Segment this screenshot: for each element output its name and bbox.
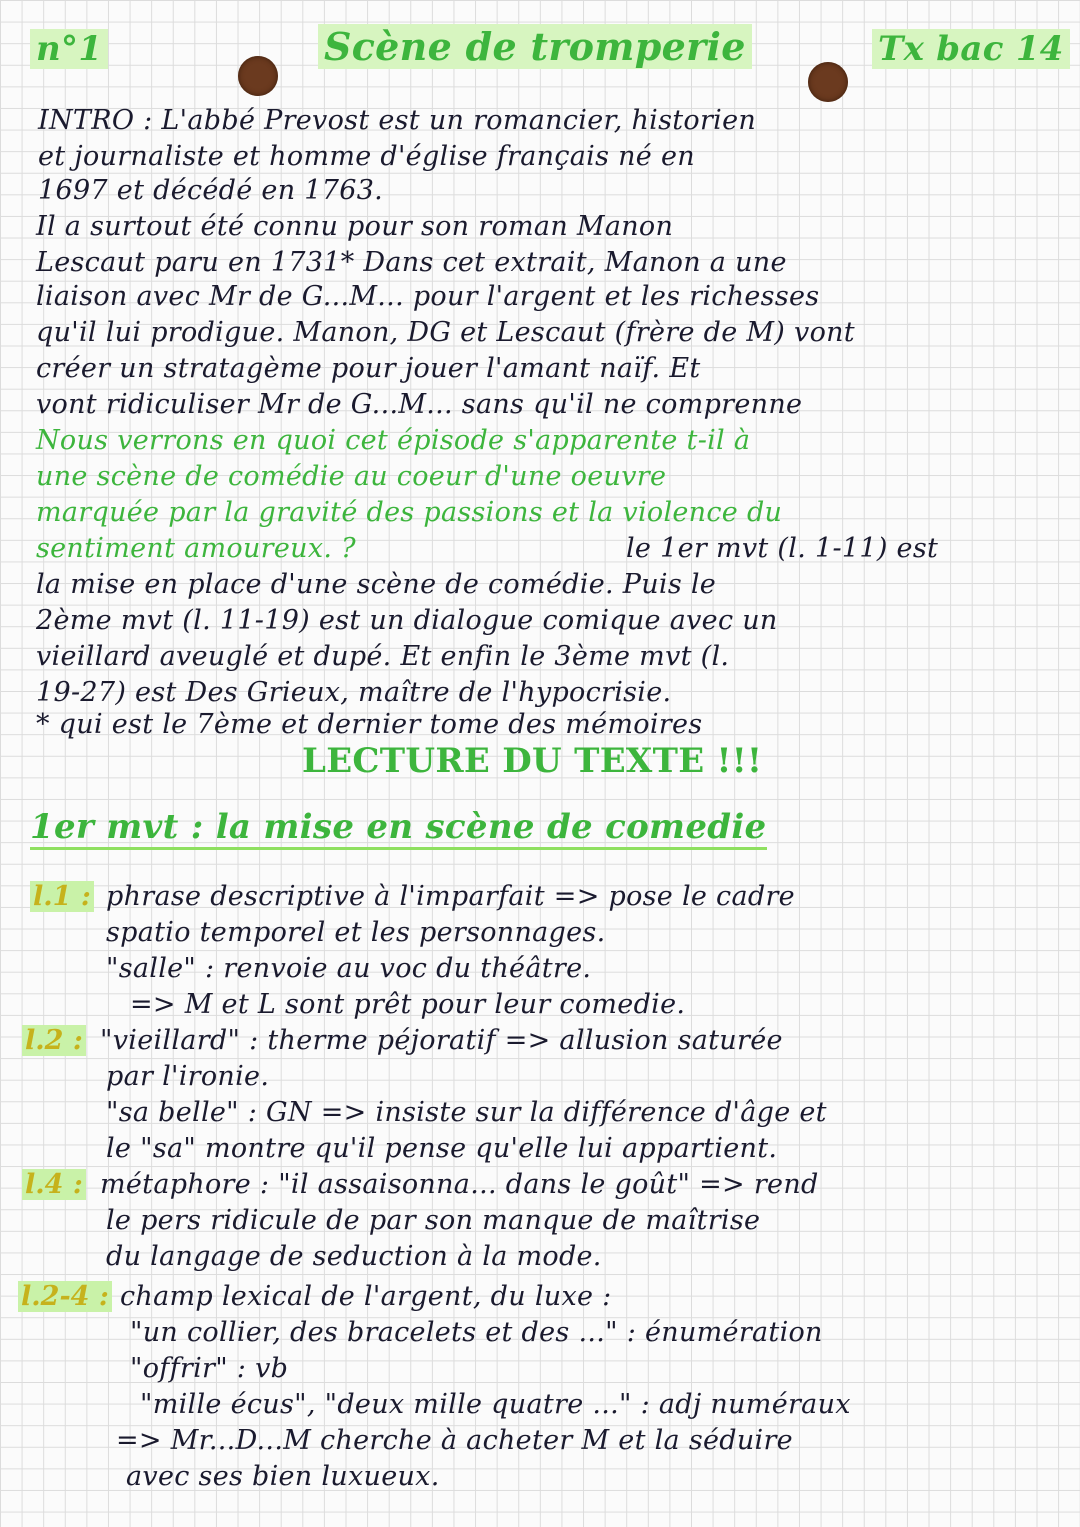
problematic-line-2: une scène de comédie au coeur d'une oeuvre — [36, 461, 667, 492]
note-l1-line-4: => M et L sont prêt pour leur comedie. — [130, 989, 686, 1020]
note-l24-line-6: avec ses bien luxueux. — [126, 1461, 440, 1492]
plan-line-5: 19-27) est Des Grieux, maître de l'hypocrisie. — [36, 677, 672, 708]
page-title: Scène de tromperie — [318, 24, 752, 70]
plan-line-2: la mise en place d'une scène de comédie. Puis le — [36, 569, 717, 600]
footnote: * qui est le 7ème et dernier tome des mémoires — [36, 709, 703, 740]
intro-line-4: Il a surtout été connu pour son roman Manon — [36, 211, 674, 242]
intro-line-2: et journaliste et homme d'église français né en — [38, 141, 695, 172]
section-heading: 1er mvt : la mise en scène de comedie — [30, 806, 767, 848]
intro-line-1: INTRO : L'abbé Prevost est un romancier, historien — [38, 105, 757, 136]
note-label-l4: l.4 : — [22, 1168, 86, 1202]
note-label-l2-4: l.2-4 : — [18, 1280, 112, 1314]
problematic-line-3: marquée par la gravité des passions et la violence du — [36, 497, 783, 528]
intro-line-5: Lescaut paru en 1731* Dans cet extrait, Manon a une — [36, 247, 787, 278]
intro-line-7: qu'il lui prodigue. Manon, DG et Lescaut (frère de M) vont — [36, 317, 855, 348]
binder-hole-left — [238, 56, 278, 96]
intro-line-3: 1697 et décédé en 1763. — [38, 175, 384, 206]
note-l1-line-3: "salle" : renvoie au voc du théâtre. — [106, 953, 592, 984]
problematic-line-4: sentiment amoureux. ? — [36, 533, 356, 564]
page-number: n°1 — [30, 28, 108, 70]
plan-line-3: 2ème mvt (l. 11-19) est un dialogue comique avec un — [36, 605, 778, 636]
intro-line-8: créer un stratagème pour jouer l'amant naïf. Et — [36, 353, 701, 384]
note-l4-line-3: du langage de seduction à la mode. — [106, 1241, 602, 1272]
note-l1-line-2: spatio temporel et les personnages. — [106, 917, 606, 948]
note-l2-line-3: "sa belle" : GN => insiste sur la différence d'âge et — [106, 1097, 827, 1128]
note-l2-line-4: le "sa" montre qu'il pense qu'elle lui appartient. — [106, 1133, 778, 1164]
problematic-line-1: Nous verrons en quoi cet épisode s'apparente t-il à — [36, 425, 751, 456]
note-l2-line-1: "vieillard" : therme péjoratif => allusion saturée — [100, 1025, 783, 1056]
note-l24-line-1: champ lexical de l'argent, du luxe : — [120, 1281, 612, 1312]
binder-hole-right — [808, 62, 848, 102]
intro-line-9: vont ridiculiser Mr de G...M... sans qu'il ne comprenne — [36, 389, 803, 420]
reading-instruction: LECTURE DU TEXTE !!! — [302, 741, 763, 781]
plan-line-4: vieillard aveuglé et dupé. Et enfin le 3ème mvt (l. — [36, 641, 730, 672]
text-reference: Tx bac 14 — [872, 28, 1070, 70]
intro-line-6: liaison avec Mr de G...M... pour l'argent et les richesses — [36, 281, 820, 312]
note-l4-line-2: le pers ridicule de par son manque de maîtrise — [106, 1205, 761, 1236]
note-l1-line-1: phrase descriptive à l'imparfait => pose le cadre — [106, 881, 795, 912]
note-l24-line-2: "un collier, des bracelets et des ..." : énumération — [130, 1317, 823, 1348]
note-l24-line-5: => Mr...D...M cherche à acheter M et la séduire — [116, 1425, 793, 1456]
note-l24-line-4: "mille écus", "deux mille quatre ..." : adj numéraux — [140, 1389, 851, 1420]
note-l2-line-2: par l'ironie. — [106, 1061, 270, 1092]
note-l24-line-3: "offrir" : vb — [130, 1353, 289, 1384]
note-label-l1: l.1 : — [30, 880, 94, 914]
note-l4-line-1: métaphore : "il assaisonna... dans le goût" => rend — [100, 1169, 819, 1200]
note-label-l2: l.2 : — [22, 1024, 86, 1058]
plan-line-1: le 1er mvt (l. 1-11) est — [626, 533, 939, 564]
